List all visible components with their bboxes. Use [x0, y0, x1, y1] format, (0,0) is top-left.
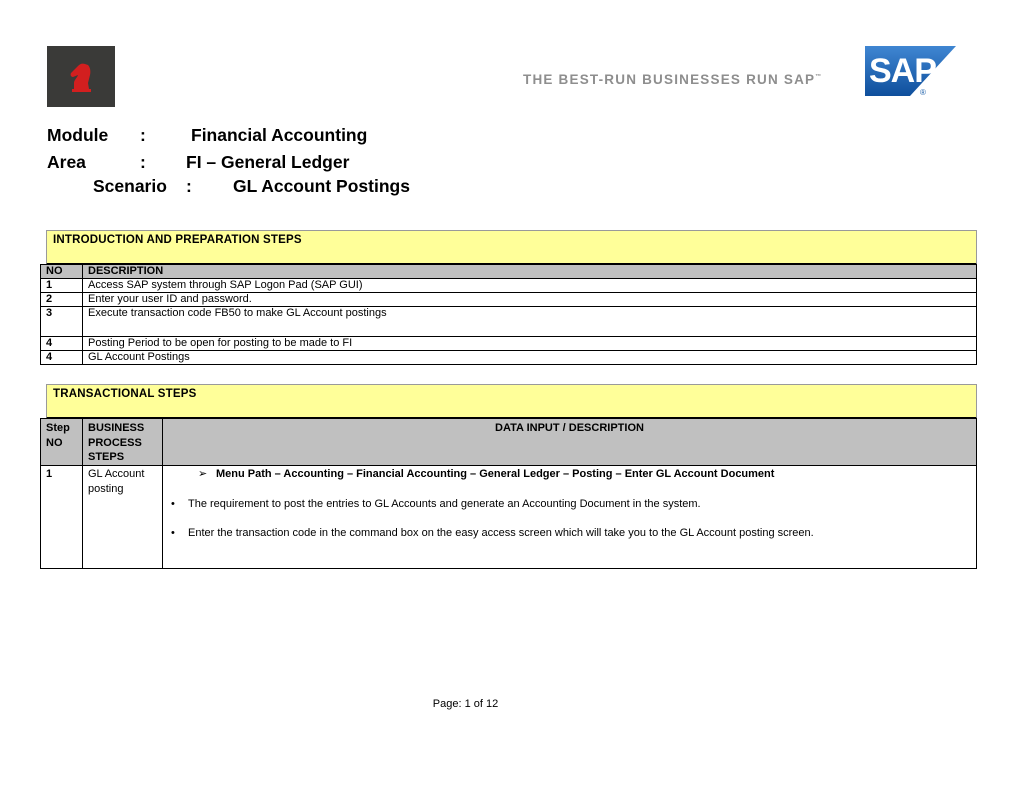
scenario-separator: :: [186, 176, 192, 196]
step-description: Access SAP system through SAP Logon Pad (SAP GUI): [83, 279, 977, 293]
bullet-icon: •: [171, 497, 175, 510]
table-row: [41, 465, 977, 568]
sap-logo: [865, 46, 957, 103]
bullet-icon: •: [171, 526, 175, 539]
company-logo: [47, 46, 115, 107]
step-number: 4: [41, 351, 83, 365]
module-value: Financial Accounting: [191, 125, 368, 145]
list-item: [163, 497, 976, 511]
table-row: [41, 337, 977, 351]
bullet-text: Enter the transaction code in the command box on the easy access screen which will take you to the GL Account posting screen.: [188, 526, 814, 539]
col-data-input: DATA INPUT / DESCRIPTION: [163, 419, 977, 466]
page-number: Page: 1 of 12: [432, 698, 499, 710]
step-description: Execute transaction code FB50 to make GL Account postings: [83, 307, 977, 337]
scenario-value: GL Account Postings: [233, 176, 410, 196]
transactional-steps-table: [40, 418, 977, 569]
area-value: FI – General Ledger: [186, 152, 350, 172]
step-number: 1: [41, 465, 83, 568]
module-label: Module: [47, 125, 109, 145]
svg-text:®: ®: [920, 88, 926, 97]
transactional-header-row: [41, 419, 977, 466]
table-row: [41, 293, 977, 307]
intro-col-no: NO: [41, 265, 83, 279]
list-item: [163, 526, 976, 540]
svg-text:SAP: SAP: [869, 52, 936, 90]
step-description: Enter your user ID and password.: [83, 293, 977, 307]
col-business-process: BUSINESS PROCESS STEPS: [83, 419, 163, 466]
knight-icon: [47, 46, 115, 107]
intro-steps-table: [40, 264, 977, 365]
intro-header-row: [41, 265, 977, 279]
data-input-cell: [163, 465, 977, 568]
area-label: Area: [47, 152, 86, 172]
menu-path-text: Menu Path – Accounting – Financial Accounting – General Ledger – Posting – Enter GL Account Document: [216, 467, 775, 480]
module-separator: :: [140, 125, 146, 145]
menu-path: [163, 467, 976, 482]
step-description: GL Account Postings: [83, 351, 977, 365]
scenario-label: Scenario: [93, 176, 167, 196]
intro-section-heading: INTRODUCTION AND PREPARATION STEPS: [46, 230, 977, 265]
tagline: THE BEST-RUN BUSINESSES RUN SAP™: [523, 72, 822, 87]
step-number: 3: [41, 307, 83, 337]
bullet-text: The requirement to post the entries to GL Accounts and generate an Accounting Document in the system.: [188, 497, 701, 510]
area-separator: :: [140, 152, 146, 172]
table-row: [41, 351, 977, 365]
step-number: 1: [41, 279, 83, 293]
table-row: [41, 279, 977, 293]
step-description: Posting Period to be open for posting to be made to FI: [83, 337, 977, 351]
business-process-step: GL Account posting: [83, 465, 163, 568]
step-number: 2: [41, 293, 83, 307]
step-number: 4: [41, 337, 83, 351]
col-step-no: Step NO: [41, 419, 83, 466]
table-row: [41, 307, 977, 337]
intro-col-description: DESCRIPTION: [83, 265, 977, 279]
arrow-bullet-icon: ➢: [198, 467, 208, 480]
transactional-section-heading: TRANSACTIONAL STEPS: [46, 384, 977, 419]
